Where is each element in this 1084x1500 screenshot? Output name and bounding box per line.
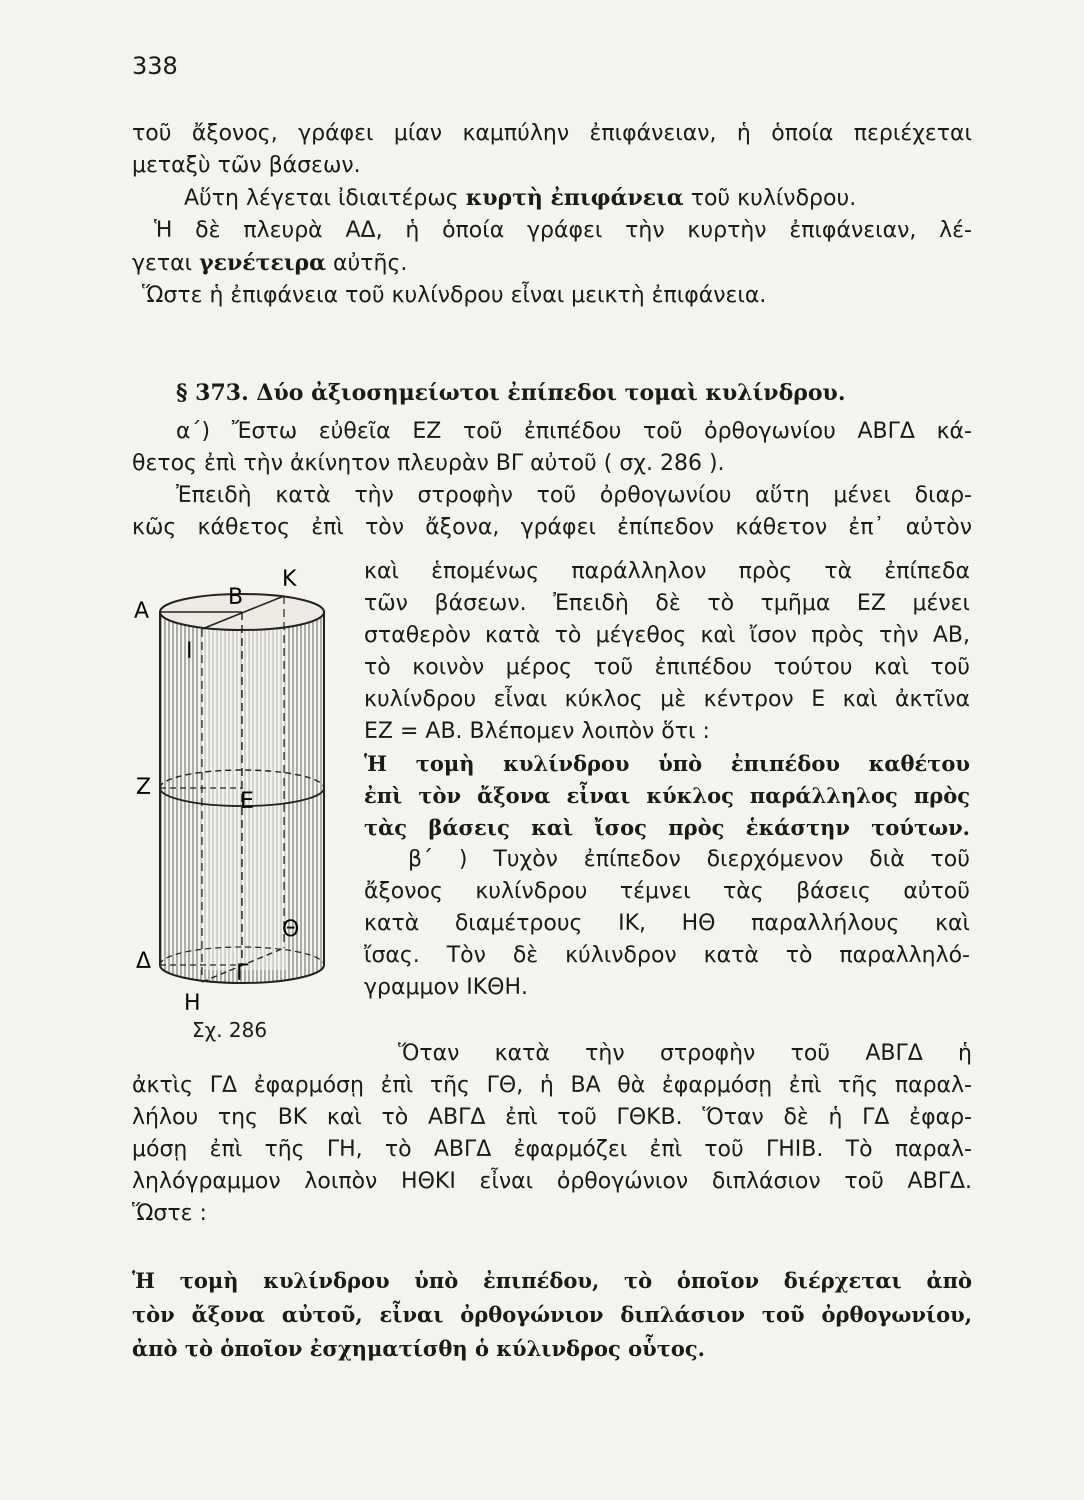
- text-line: κῶς κάθετος ἐπὶ τὸν ἄξονα, γράφει ἐπίπεδον κάθετον ἐπ᾽ αὐτὸν: [132, 515, 972, 540]
- theorem-line: ἐπὶ τὸν ἄξονα εἶναι κύκλος παράλληλος πρὸς: [364, 783, 970, 808]
- label-a: Α: [134, 599, 150, 624]
- text-line: ληλόγραμμον λοιπὸν ΗΘΚΙ εἶναι ὀρθογώνιον διπλάσιον τοῦ ΑΒΓΔ.: [132, 1169, 972, 1194]
- section-heading: § 373. Δύο ἀξιοσημείωτοι ἐπίπεδοι τομαὶ κυλίνδρου.: [176, 380, 846, 406]
- text-line: κυλίνδρου εἶναι κύκλος μὲ κέντρον Ε καὶ ἀκτῖνα: [364, 687, 970, 712]
- text-line: Ὅταν κατὰ τὴν στροφὴν τοῦ ΑΒΓΔ ἡ: [398, 1041, 972, 1066]
- text-line: τῶν βάσεων. Ἐπειδὴ δὲ τὸ τμῆμα ΕΖ μένει: [364, 591, 970, 616]
- text-line: Ἡ δὲ πλευρὰ ΑΔ, ἡ ὁποία γράφει τὴν κυρτὴν ἐπιφάνειαν, λέ-: [154, 218, 972, 243]
- text-line: ΕΖ = ΑΒ. Βλέπομεν λοιπὸν ὅτι :: [364, 719, 710, 744]
- term-generatrix: γενέτειρα: [199, 250, 327, 276]
- paragraph-intro: [132, 118, 972, 312]
- text-line: σταθερὸν κατὰ τὸ μέγεθος καὶ ἴσον πρὸς τὴν ΑΒ,: [364, 623, 970, 648]
- theorem-line: ἀπὸ τὸ ὁποῖον ἐσχηματίσθη ὁ κύλινδρος οὗτος.: [132, 1336, 705, 1361]
- text-line: τὸ κοινὸν μέρος τοῦ ἐπιπέδου τούτου καὶ τοῦ: [364, 655, 970, 680]
- text-line: κατὰ διαμέτρους ΙΚ, ΗΘ παραλλήλους καὶ: [364, 911, 970, 936]
- text-line: Ὥστε :: [132, 1201, 207, 1226]
- label-b: Β: [228, 585, 244, 610]
- text-span: αὐτῆς.: [326, 251, 408, 276]
- label-e: Ε: [240, 789, 254, 814]
- text-span: γεται: [132, 251, 200, 276]
- label-k: Κ: [282, 567, 297, 592]
- text-line: Ὥστε ἡ ἐπιφάνεια τοῦ κυλίνδρου εἶναι μεικτὴ ἐπιφάνεια.: [142, 283, 767, 308]
- text-line: Ἐπειδὴ κατὰ τὴν στροφὴν τοῦ ὀρθογωνίου αὕτη μένει διαρ-: [176, 483, 972, 508]
- side-column: [364, 556, 970, 1004]
- text-line: [132, 182, 972, 215]
- cylinder-figure: [128, 560, 348, 1020]
- label-theta: Θ: [282, 917, 300, 942]
- paragraph-rotation: [132, 1038, 972, 1230]
- text-line: ἀκτὶς ΓΔ ἐφαρμόσῃ ἐπὶ τῆς ΓΘ, ἡ ΒΑ θὰ ἐφαρμόσῃ ἐπὶ τῆς παραλ-: [132, 1073, 972, 1098]
- figure-caption: Σχ. 286: [192, 1018, 268, 1042]
- text-span: τοῦ κυλίνδρου.: [683, 186, 857, 211]
- text-line: μόσῃ ἐπὶ τῆς ΓΗ, τὸ ΑΒΓΔ ἐφαρμόζει ἐπὶ τοῦ ΓΗΙΒ. Τὸ παραλ-: [132, 1137, 972, 1162]
- text-span: Αὕτη λέγεται ἰδιαιτέρως: [184, 186, 466, 211]
- paragraph-alpha: [132, 416, 972, 544]
- text-line: ἴσας. Τὸν δὲ κύλινδρον κατὰ τὸ παραλληλό-: [364, 943, 970, 968]
- label-gamma: Γ: [236, 961, 249, 986]
- term-convex-surface: κυρτὴ ἐπιφάνεια: [465, 185, 684, 211]
- theorem-line: τὰς βάσεις καὶ ἴσος πρὸς ἑκάστην τούτων.: [364, 815, 970, 840]
- text-line: καὶ ἑπομένως παράλληλον πρὸς τὰ ἐπίπεδα: [364, 559, 970, 584]
- page-number: 338: [132, 52, 178, 80]
- text-line: τοῦ ἄξονος, γράφει μίαν καμπύλην ἐπιφάνειαν, ἡ ὁποία περιέχεται: [132, 121, 972, 146]
- text-line: μεταξὺ τῶν βάσεων.: [132, 153, 361, 178]
- theorem-line: τὸν ἄξονα αὐτοῦ, εἶναι ὀρθογώνιον διπλάσιον τοῦ ὀρθογωνίου,: [132, 1302, 972, 1327]
- text-line: β΄ ) Τυχὸν ἐπίπεδον διερχόμενον διὰ τοῦ: [408, 847, 970, 872]
- label-delta: Δ: [136, 949, 152, 974]
- label-i: Ι: [186, 639, 193, 664]
- label-h: Η: [184, 991, 201, 1016]
- text-line: θετος ἐπὶ τὴν ἀκίνητον πλευρὰν ΒΓ αὐτοῦ ( σχ. 286 ).: [132, 451, 725, 476]
- text-line: α΄) Ἔστω εὐθεῖα ΕΖ τοῦ ἐπιπέδου τοῦ ὀρθογωνίου ΑΒΓΔ κά-: [176, 419, 972, 444]
- text-line: ἄξονος κυλίνδρου τέμνει τὰς βάσεις αὐτοῦ: [364, 879, 970, 904]
- conclusion-theorem: [132, 1264, 972, 1366]
- label-z: Ζ: [136, 775, 152, 800]
- text-line: γραμμον ΙΚΘΗ.: [364, 975, 528, 1000]
- theorem-line: Ἡ τομὴ κυλίνδρου ὑπὸ ἐπιπέδου καθέτου: [364, 751, 970, 776]
- text-line: λήλου της ΒΚ καὶ τὸ ΑΒΓΔ ἐπὶ τοῦ ΓΘΚΒ. Ὅταν δὲ ἡ ΓΔ ἐφαρ-: [132, 1105, 972, 1130]
- theorem-line: Ἡ τομὴ κυλίνδρου ὑπὸ ἐπιπέδου, τὸ ὁποῖον διέρχεται ἀπὸ: [132, 1268, 972, 1293]
- text-line: [132, 247, 972, 280]
